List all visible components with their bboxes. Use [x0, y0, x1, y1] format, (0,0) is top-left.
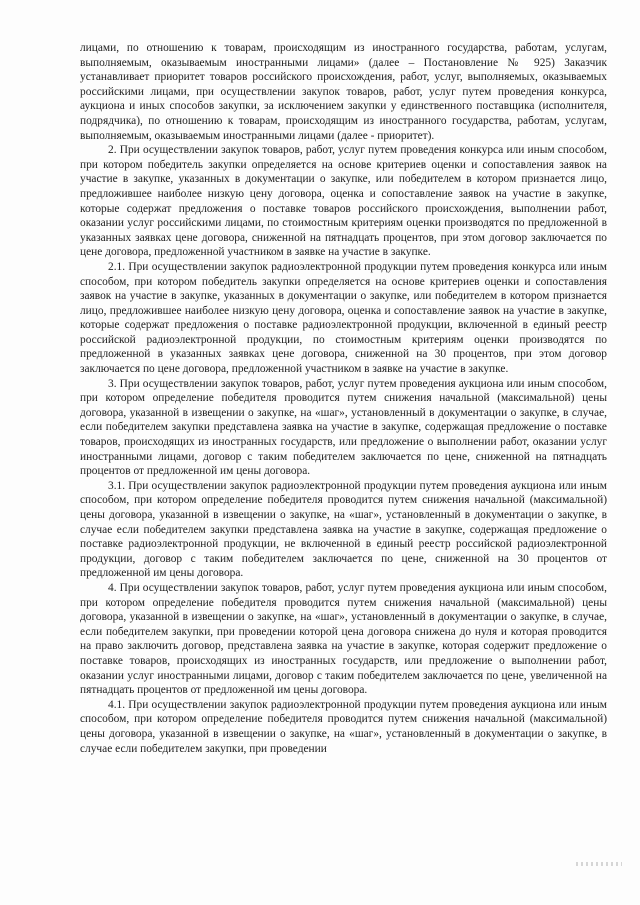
paragraph-3: 3. При осуществлении закупок товаров, работ, услуг путем проведения аукциона или иным способом, при котором определение победителя проводится путем снижения начальной (максимальной) цены договора, указанной в извещении о закупке, на «шаг», установленный в документации о закупке, в случае, если победителем закупки представлена заявка на участие в закупке, содержащая предложение о поставке товаров, происходящих из иностранных государств, или предложение о выполнении работ, оказании услуг иностранными лицами, договор с таким победителем заключается по цене, сниженной на пятнадцать процентов от предложенной им цены договора.	[80, 377, 607, 478]
paragraph-2: 2. При осуществлении закупок товаров, работ, услуг путем проведения конкурса или иным способом, при котором победитель закупки определяется на основе критериев оценки и сопоставления заявок на участие в закупке, указанных в документации о закупке, или победителем в котором признается лицо, предложившее наиболее низкую цену договора, оценка и сопоставление заявок на участие в закупке, которые содержат предложения о поставке товаров российского происхождения, выполнении работ, оказании услуг российскими лицами, по стоимостным критериям оценки производятся по предложенной в указанных заявках цене договора, сниженной на пятнадцать процентов, при этом договор заключается по цене договора, предложенной участником в заявке на участие в закупке.	[80, 144, 607, 259]
paragraph-3-1: 3.1. При осуществлении закупок радиоэлектронной продукции путем проведения аукциона или иным способом, при котором определение победителя проводится путем снижения начальной (максимальной) цены договора, указанной в извещении о закупке, на «шаг», установленный в документации о закупке, в случае если победителем закупки представлена заявка на участие в закупке, содержащая предложение о поставке радиоэлектронной продукции, не включенной в единый реестр российской радиоэлектронной продукции, договор с таким победителем заключается по цене, сниженной на 30 процентов от предложенной им цены договора.	[80, 479, 607, 580]
paragraph-4: 4. При осуществлении закупок товаров, работ, услуг путем проведения аукциона или иным способом, при котором определение победителя проводится путем снижения начальной (максимальной) цены договора, указанной в извещении о закупке, на «шаг», установленный в документации о закупке, в случае, если победителем закупки, при проведении которой цена договора снижена до нуля и которая проводится на право заключить договор, представлена заявка на участие в закупке, которая содержит предложение о поставке товаров, происходящих из иностранных государств, или предложение о выполнении работ, оказании услуг иностранными лицами, договор с таким победителем заключается по цене, увеличенной на пятнадцать процентов от предложенной им цены договора.	[80, 581, 607, 697]
scan-noise-mark	[576, 862, 622, 866]
paragraph-continuation: лицами, по отношению к товарам, происходящим из иностранного государства, работам, услугам, выполняемым, оказываемым иностранными лицами» (далее – Постановление № 925) Заказчик устанавливает приоритет товаров российского происхождения, работ, услуг, выполняемых, оказываемых российскими лицами, при осуществлении закупок товаров, работ, услуг путем проведения конкурса, аукциона и иных способов закупки, за исключением закупки у единственного поставщика (исполнителя, подрядчика), по отношению к товарам, происходящим из иностранного государства, работам, услугам, выполняемым, оказываемым иностранными лицами (далее - приоритет).	[80, 42, 607, 142]
document-body	[80, 41, 607, 756]
paragraph-4-1: 4.1. При осуществлении закупок радиоэлектронной продукции путем проведения аукциона или иным способом, при котором определение победителя проводится путем снижения начальной (максимальной) цены договора, указанной в извещении о закупке, на «шаг», установленный в документации о закупке, в случае если победителем закупки, при проведении	[80, 698, 607, 755]
paragraph-2-1: 2.1. При осуществлении закупок радиоэлектронной продукции путем проведения конкурса или иным способом, при котором победитель закупки определяется на основе критериев оценки и сопоставления заявок на участие в закупке, указанных в документации о закупке, или победителем в котором признается лицо, предложившее наиболее низкую цену договора, оценка и сопоставление заявок на участие в закупке, которые содержат предложения о поставке радиоэлектронной продукции, включенной в единый реестр российской радиоэлектронной продукции, по стоимостным критериям оценки производятся по предложенной в указанных заявках цене договора, сниженной на 30 процентов, при этом договор заключается по цене договора, предложенной участником в заявке на участие в закупке.	[80, 260, 607, 376]
